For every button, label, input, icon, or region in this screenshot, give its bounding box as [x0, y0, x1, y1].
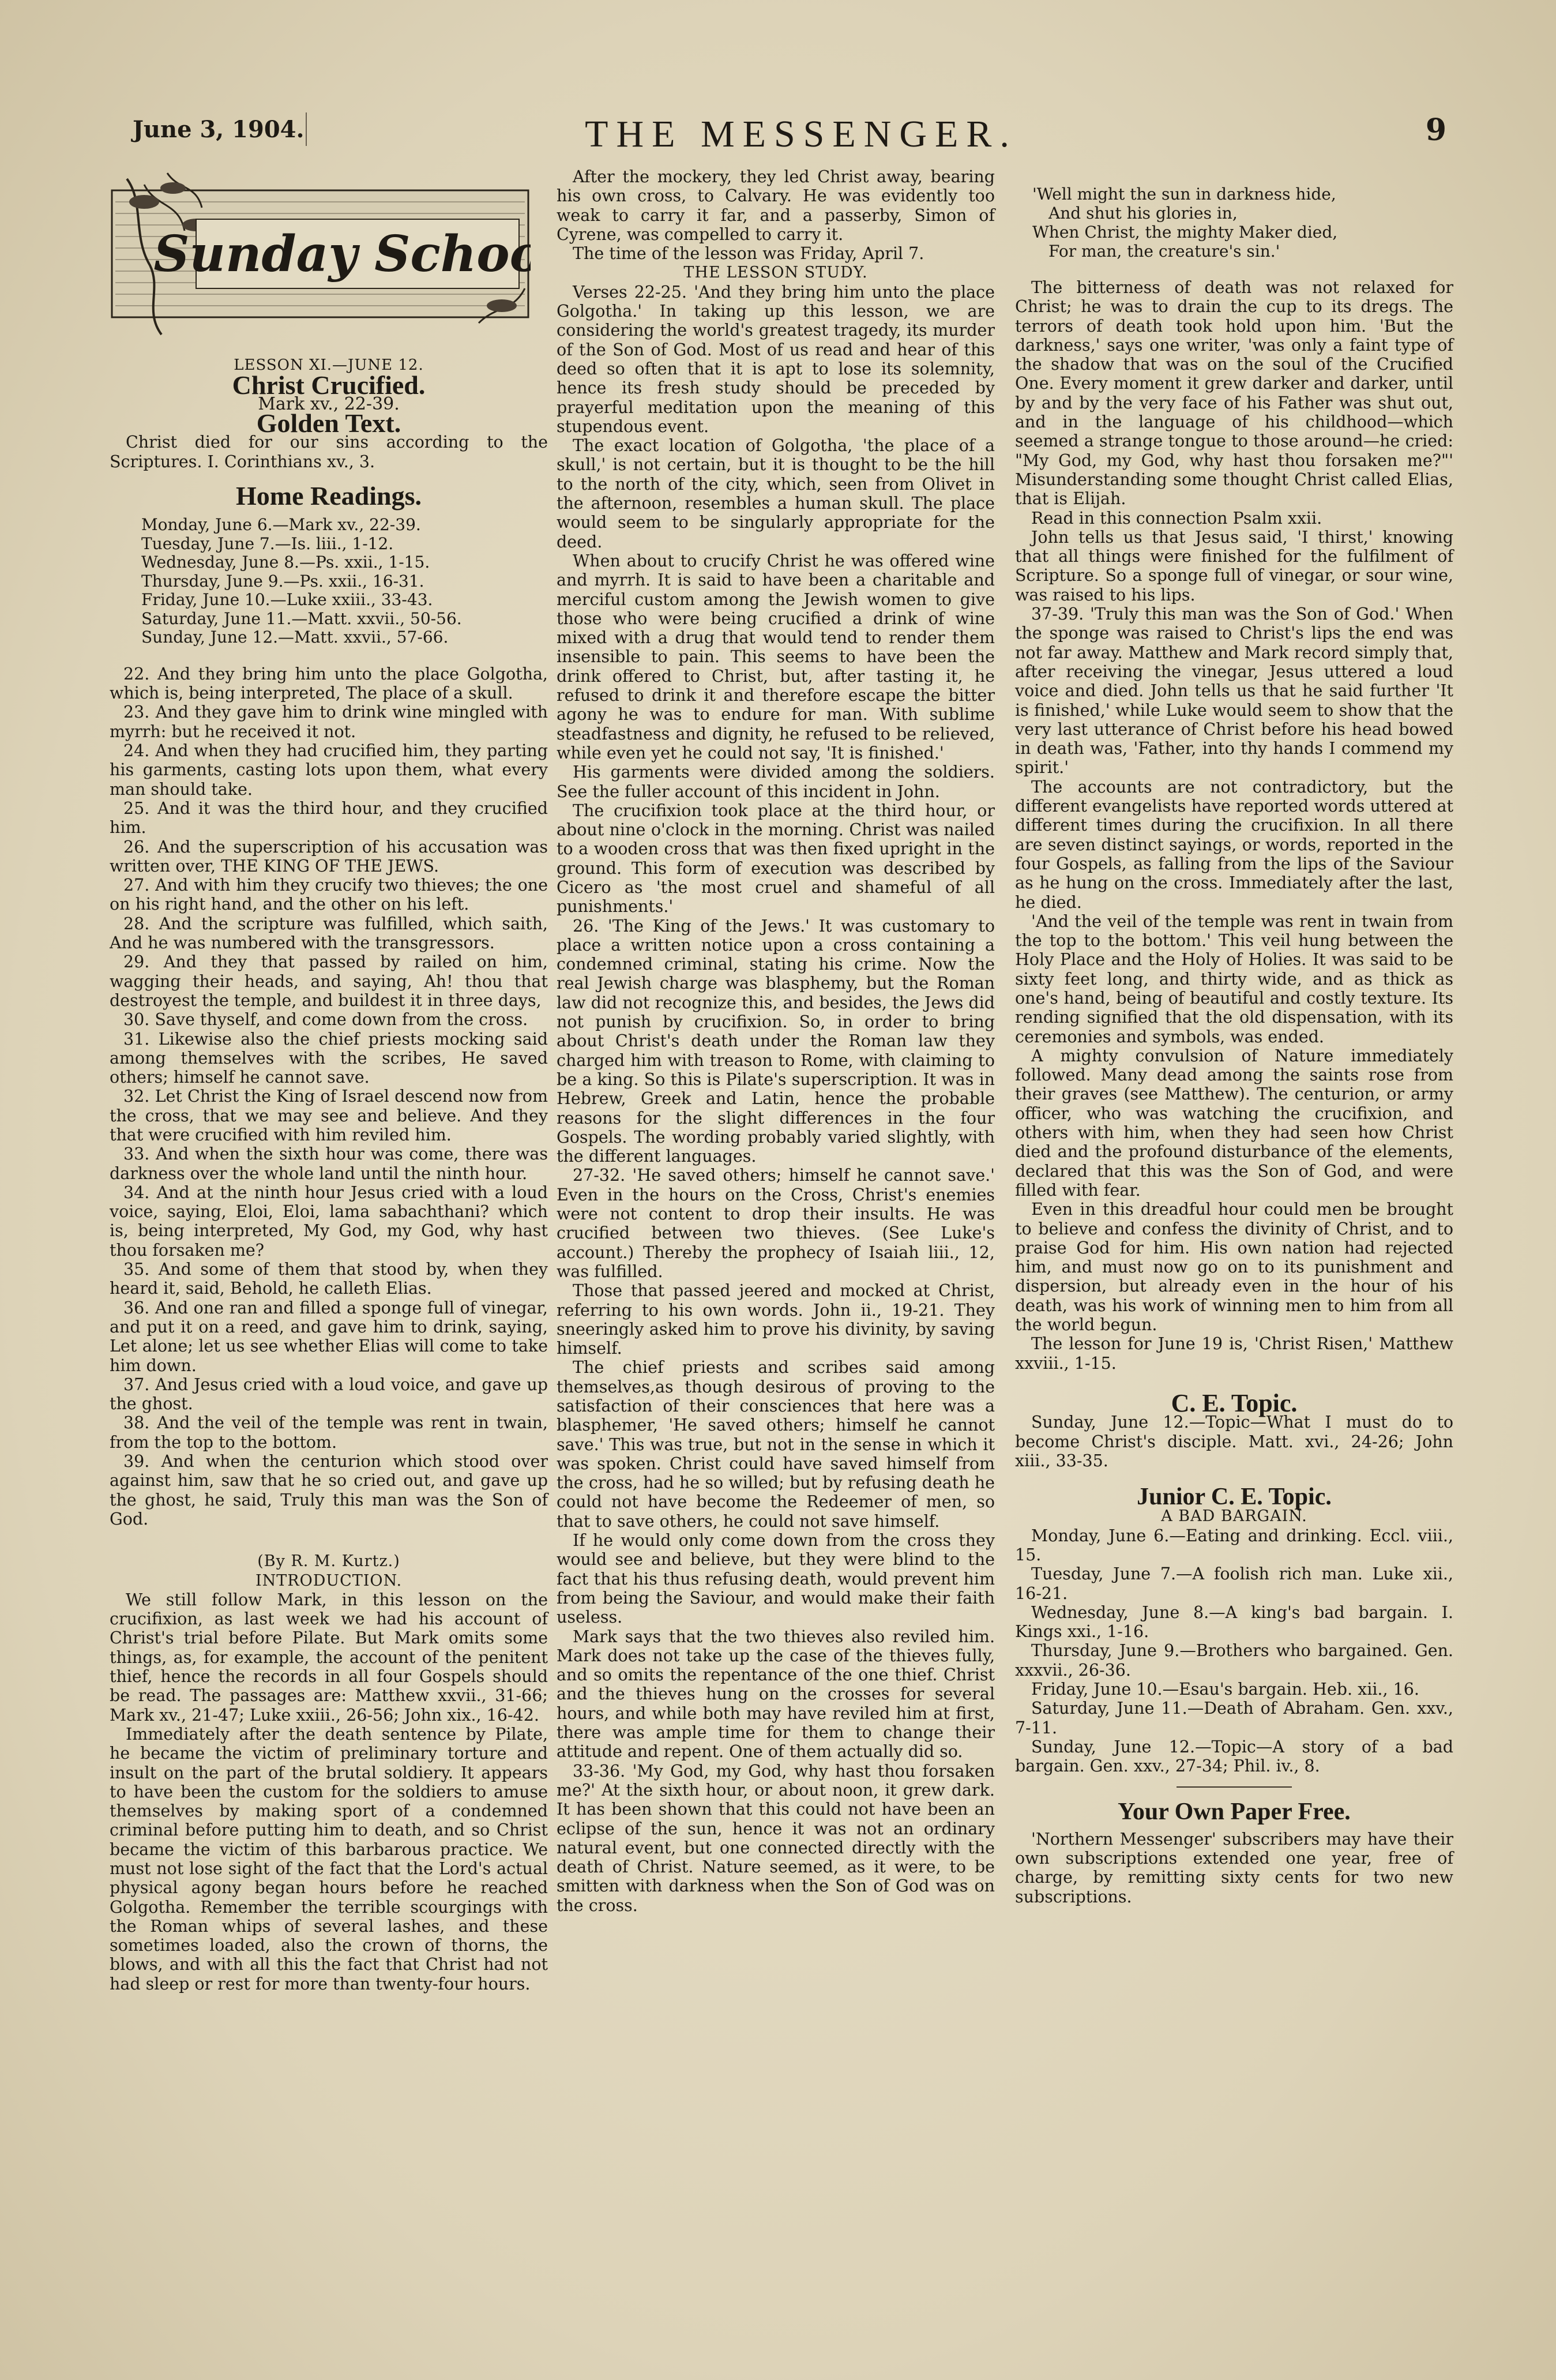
introduction-heading: INTRODUCTION.: [255, 1571, 403, 1590]
study-paragraph: 33-36. 'My God, my God, why hast thou forsaken me?' At the sixth hour, or about noon, it grew dark. It has been shown that this could not have been an eclipse of the sun, hence it was not an ordinary natural event, but one connected directly with the death of Christ. Nature seemed, as it were, to be smitten with darkness when the Son of God was on the cross.: [557, 1761, 995, 1915]
study-paragraph: A mighty convulsion of Nature immediately followed. Many dead among the saints rose from their graves (see Matthew). The centurion, or army officer, who was watching the crucifixion, and others with him, when they had seen how Christ died and the profound disturbance of the elements, declared that this was the Son of God, and were filled with fear.: [1015, 1046, 1453, 1200]
banner-text: Sunday School: [153, 225, 531, 283]
golden-text: Christ died for our sins according to the Scriptures. I. Corinthians xv., 3.: [110, 433, 548, 471]
reading-item: Saturday, June 11.—Matt. xxvii., 50-56.: [141, 609, 462, 628]
lesson-study-heading: THE LESSON STUDY.: [683, 264, 868, 282]
junior-topic-item: Saturday, June 11.—Death of Abraham. Gen. xxv., 7-11.: [1015, 1699, 1453, 1737]
issue-date: June 3, 1904.: [133, 116, 305, 143]
ce-topic-heading: C. E. Topic.: [1171, 1388, 1298, 1417]
intro-paragraph: The time of the lesson was Friday, April 7.: [573, 244, 924, 264]
poem-line: When Christ, the mighty Maker died,: [1032, 223, 1338, 242]
intro-paragraph: After the mockery, they led Christ away, bearing his own cross, to Calvary. He was evidently too weak to carry it far, and a passerby, Simon of Cyrene, was compelled to carry it.: [557, 167, 995, 244]
verse: 23. And they gave him to drink wine mingled with myrrh: but he received it not.: [110, 703, 548, 741]
junior-topic-item: Wednesday, June 8.—A king's bad bargain. I. Kings xxi., 1-16.: [1015, 1602, 1453, 1642]
study-paragraph: John tells us that Jesus said, 'I thirst,' knowing that all things were finished for the fulfilment of Scripture. So a sponge full of vinegar, or sour wine, was raised to his lips.: [1015, 527, 1453, 605]
reading-item: Sunday, June 12.—Matt. xxvii., 57-66.: [141, 628, 449, 647]
study-paragraph: The exact location of Golgotha, 'the place of a skull,' is not certain, but it is thought to be the hill to the north of the city, which, seen from Olivet in the afternoon, resembles a human skull. The place would seem to be singularly appropriate for the deed.: [557, 436, 995, 551]
junior-topic-item: Monday, June 6.—Eating and drinking. Eccl. viii., 15.: [1015, 1526, 1453, 1564]
study-paragraph: 27-32. 'He saved others; himself he cannot save.' Even in the hours on the Cross, Christ's enemies were not content to drop their insults. He was crucified between two thieves. (See Luke's account.) Thereby the prophecy of Isaiah liii., 12, was fulfilled.: [557, 1166, 995, 1281]
verse: 28. And the scripture was fulfilled, which saith, And he was numbered with the transgressors.: [110, 914, 548, 953]
study-paragraph: When about to crucify Christ he was offered wine and myrrh. It is said to have been a charitable and merciful custom among the Jewish women to give those who were being crucified a drink of wine mixed with a drug that would tend to render them insensible to pain. This seems to have been the drink offered to Christ, but, after tasting it, he refused to drink it and therefore escape the bitter agony he was to endure for man. With sublime steadfastness and dignity, he refused to be relieved, while even yet he could not say, 'It is finished.': [557, 551, 995, 763]
sunday-school-banner: [110, 167, 531, 340]
study-paragraph: Those that passed jeered and mocked at Christ, referring to his own words. John ii., 19-21. They sneeringly asked him to prove his divinity, by saving himself.: [557, 1281, 995, 1358]
verse: 36. And one ran and filled a sponge full of vinegar, and put it on a reed, and gave him to drink, saying, Let alone; let us see whether Elias will come to take him down.: [110, 1298, 548, 1375]
free-paper-heading: Your Own Paper Free.: [1118, 1798, 1351, 1825]
junior-topic-item: Thursday, June 9.—Brothers who bargained. Gen. xxxvii., 26-36.: [1015, 1641, 1453, 1680]
intro-paragraph: Immediately after the death sentence by Pilate, he became the victim of preliminary torture and insult on the part of the brutal soldiery. It appears to have been the custom for the soldiers to amuse themselves by making sport of a condemned criminal before putting him to death, and so Christ became the victim of this barbarous practice. We must not lose sight of the fact that the Lord's actual physical agony began hours before he reached Golgotha. Remember the terrible scourgings with the Roman whips of several lashes, and these sometimes loaded, also the crown of thorns, the blows, and with all this the fact that Christ had not had sleep or rest for more than twenty-four hours.: [110, 1724, 548, 1994]
reading-item: Wednesday, June 8.—Ps. xxii., 1-15.: [141, 553, 430, 572]
study-paragraph: 26. 'The King of the Jews.' It was customary to place a written notice upon a cross containing a condemned criminal, stating his crime. Now the real Jewish charge was blasphemy, but the Roman law did not recognize this, and besides, the Jews did not punish by crucifixion. So, in order to bring about Christ's death under the Roman law they charged him with treason to Rome, with claiming to be a king. So this is Pilate's superscription. It was in Hebrew, Greek and Latin, hence the probable reasons for the slight differences in the four Gospels. The wording probably varied slightly, with the different languages.: [557, 916, 995, 1166]
verse: 38. And the veil of the temple was rent in twain, from the top to the bottom.: [110, 1413, 548, 1452]
verse: 22. And they bring him unto the place Golgotha, which is, being interpreted, The place of a skull.: [110, 664, 548, 703]
study-paragraph: His garments were divided among the soldiers. See the fuller account of this incident in John.: [557, 763, 995, 801]
poem-line: 'Well might the sun in darkness hide,: [1032, 185, 1336, 204]
masthead: [133, 112, 1469, 153]
page-number: 9: [1425, 112, 1446, 148]
study-paragraph: 'And the veil of the temple was rent in twain from the top to the bottom.' This veil hung between the Holy Place and the Holy of Holies. It was said to be sixty feet long, and thirty wide, and as thick as one's hand, being of beautiful and costly texture. Its rending signified that the old dispensation, with its ceremonies and symbols, was ended.: [1015, 911, 1453, 1046]
column-3: [1015, 167, 1453, 2319]
study-paragraph: The lesson for June 19 is, 'Christ Risen,' Matthew xxviii., 1-15.: [1015, 1334, 1453, 1373]
study-paragraph: Verses 22-25. 'And they bring him unto the place Golgotha.' In taking up this lesson, we are considering the world's greatest tragedy, its murder of the Son of God. Most of us read and hear of this deed so often that it is apt to lose its solemnity, hence its fresh study should be preceded by prayerful meditation upon the meaning of this stupendous event.: [557, 282, 995, 436]
study-paragraph: Mark says that the two thieves also reviled him. Mark does not take up the case of the thieves fully, and so omits the repentance of the one thief. Christ and the thieves hung on the crosses for several hours, and while both may have reviled him at first, there was ample time for them to change their attitude and repent. One of them actually did so.: [557, 1627, 995, 1762]
junior-topic-item: Tuesday, June 7.—A foolish rich man. Luke xii., 16-21.: [1015, 1564, 1453, 1603]
verse: 32. Let Christ the King of Israel descend now from the cross, that we may see and believe. And they that were crucified with him reviled him.: [110, 1087, 548, 1144]
study-paragraph: Read in this connection Psalm xxii.: [1031, 508, 1322, 528]
study-paragraph: Even in this dreadful hour could men be brought to believe and confess the divinity of Christ, and to praise God for him. His own nation had rejected him, and must now go on to its punishment and dispersion, but already even in the hour of his death, was his work of winning men to him from all the world begun.: [1015, 1200, 1453, 1335]
study-paragraph: 37-39. 'Truly this man was the Son of God.' When the sponge was raised to Christ's lips the end was not far away. Matthew and Mark record simply that, after receiving the vinegar, Jesus uttered a loud voice and died. John tells us that he said further 'It is finished,' while Luke would seem to show that the very last utterance of Christ before his head bowed in death was, 'Father, into thy hands I commend my spirit.': [1015, 605, 1453, 778]
junior-topic-item: Friday, June 10.—Esau's bargain. Heb. xii., 16.: [1031, 1680, 1419, 1699]
study-paragraph: The chief priests and scribes said among themselves,as though desirous of proving to the satisfaction of their consciences that here was a blasphemer, 'He saved others; himself he cannot save.' This was true, but not in the sense in which it was spoken. Christ could have saved himself from the cross, had he so willed; but by refusing death he could not have become the Redeemer of men, so that to save others, he could not save himself.: [557, 1358, 995, 1531]
byline: (By R. M. Kurtz.): [257, 1552, 400, 1571]
study-paragraph: If he would only come down from the cross they would see and believe, but they were blind to the fact that his thus refusing death, would prevent him from being the Saviour, and would make their faith useless.: [557, 1531, 995, 1627]
verse: 37. And Jesus cried with a loud voice, and gave up the ghost.: [110, 1375, 548, 1414]
reading-item: Tuesday, June 7.—Is. liii., 1-12.: [141, 534, 394, 553]
column-1: [110, 167, 548, 2319]
reading-item: Monday, June 6.—Mark xv., 22-39.: [141, 515, 421, 535]
reading-item: Thursday, June 9.—Ps. xxii., 16-31.: [141, 571, 424, 591]
column-2: [557, 167, 995, 2319]
verse: 31. Likewise also the chief priests mocking said among themselves with the scribes, He saved others; himself he cannot save.: [110, 1029, 548, 1087]
golden-text-heading: Golden Text.: [256, 408, 401, 438]
junior-topic-heading: Junior C. E. Topic.: [1137, 1484, 1332, 1511]
lesson-title: Christ Crucified.: [232, 370, 426, 400]
columns: [87, 167, 1465, 2319]
verse: 33. And when the sixth hour was come, there was darkness over the whole land until the ninth hour.: [110, 1144, 548, 1183]
intro-paragraph: We still follow Mark, in this lesson on the crucifixion, as last week we had his account of Christ's trial before Pilate. But Mark omits some things, as, for example, the account of the penitent thief, hence the records in all four Gospels should be read. The passages are: Matthew xxvii., 31-66; Mark xv., 21-47; Luke xxiii., 26-56; John xix., 16-42.: [110, 1590, 548, 1725]
verse: 35. And some of them that stood by, when they heard it, said, Behold, he calleth Elias.: [110, 1260, 548, 1298]
paper-title: THE MESSENGER.: [585, 113, 1017, 155]
verse: 34. And at the ninth hour Jesus cried with a loud voice, saying, Eloi, Eloi, lama sabachthani? which is, being interpreted, My God, my God, why hast thou forsaken me?: [110, 1183, 548, 1260]
verse: 29. And they that passed by railed on him, wagging their heads, and saying, Ah! thou that destroyest the temple, and buildest it in three days,: [110, 952, 548, 1010]
lesson-scripture: Mark xv., 22-39.: [258, 393, 400, 414]
verse: 39. And when the centurion which stood over against him, saw that he so cried out, and gave up the ghost, he said, Truly this man was the Son of God.: [110, 1452, 548, 1529]
free-paper-text: 'Northern Messenger' subscribers may have their own subscriptions extended one year, free of charge, by remitting sixty cents for two new subscriptions.: [1015, 1829, 1453, 1906]
verse: 25. And it was the third hour, and they crucified him.: [110, 798, 548, 838]
ce-topic-text: Sunday, June 12.—Topic—What I must do to become Christ's disciple. Matt. xvi., 24-26; John xiii., 33-35.: [1015, 1413, 1453, 1470]
study-paragraph: The crucifixion took place at the third hour, or about nine o'clock in the morning. Christ was nailed to a wooden cross that was then fixed upright in the ground. This form of execution was described by Cicero as 'the most cruel and shameful of all punishments.': [557, 801, 995, 917]
poem-line: For man, the creature's sin.': [1048, 242, 1280, 261]
poem: [1032, 185, 1453, 261]
poem-line: And shut his glories in,: [1048, 204, 1238, 223]
study-paragraph: The accounts are not contradictory, but the different evangelists have reported words uttered at different times during the crucifixion. In all there are seven distinct sayings, or words, reported in the four Gospels, as falling from the lips of the Saviour as he hung on the cross. Immediately after the last, he died.: [1015, 777, 1453, 912]
verse: 30. Save thyself, and come down from the cross.: [123, 1010, 528, 1030]
study-paragraph: The bitterness of death was not relaxed for Christ; he was to drain the cup to its dregs. The terrors of death took hold upon him. 'But the darkness,' says one writer, 'was only a faint type of the shadow that was on the soul of the Crucified One. Every moment it grew darker and darker, until by and by the very face of his Father was shut out, and in the language of his childhood—which seemed a strange tongue to those around—he cried: "My God, my God, why hast thou forsaken me?"' Misunderstanding some thought Christ called Elias, that is Elijah.: [1015, 278, 1453, 509]
verse: 27. And with him they crucify two thieves; the one on his right hand, and the other on his left.: [110, 876, 548, 914]
home-readings-heading: Home Readings.: [236, 481, 422, 511]
lesson-label: LESSON XI.—JUNE 12.: [234, 356, 424, 374]
verse: 26. And the superscription of his accusation was written over, THE KING OF THE JEWS.: [110, 837, 548, 876]
section-divider: [1177, 1786, 1292, 1788]
junior-topic-subheading: A BAD BARGAIN.: [1161, 1507, 1307, 1526]
reading-item: Friday, June 10.—Luke xxiii., 33-43.: [141, 590, 433, 610]
junior-topic-item: Sunday, June 12.—Topic—A story of a bad bargain. Gen. xxv., 27-34; Phil. iv., 8.: [1015, 1737, 1453, 1776]
home-readings-list: [141, 516, 548, 647]
verse: 24. And when they had crucified him, they parting his garments, casting lots upon them, what every man should take.: [110, 741, 548, 799]
